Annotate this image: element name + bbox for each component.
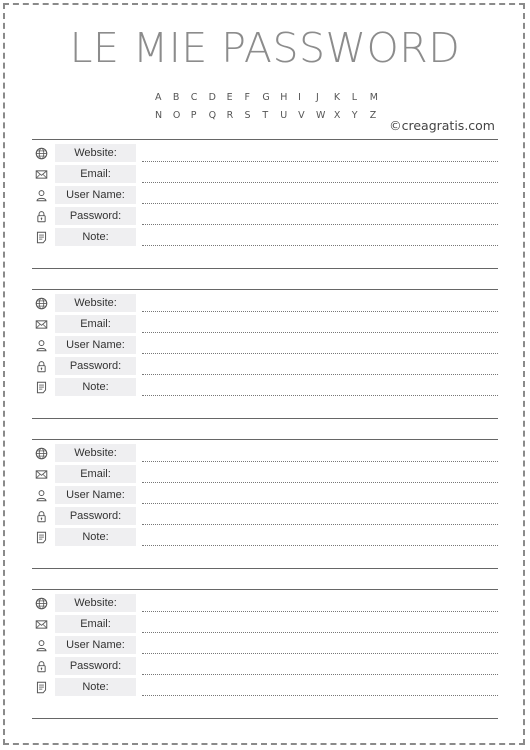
alphabet-letter[interactable]: T	[262, 110, 269, 121]
globe-icon	[34, 596, 49, 611]
field-input-line[interactable]	[142, 461, 498, 462]
field-label: Note:	[55, 678, 136, 696]
alphabet-letter[interactable]: N	[155, 110, 163, 121]
field-input-line[interactable]	[142, 545, 498, 546]
field-label: User Name:	[55, 186, 136, 204]
field-input-line[interactable]	[142, 503, 498, 504]
alphabet-letter[interactable]: L	[351, 92, 358, 103]
field-label: Note:	[55, 528, 136, 546]
alphabet-letter[interactable]: V	[298, 110, 305, 121]
field-input-line[interactable]	[142, 161, 498, 162]
alphabet-letter[interactable]: O	[172, 110, 181, 121]
note-icon	[34, 380, 49, 395]
field-input-line[interactable]	[142, 203, 498, 204]
field-input-line[interactable]	[142, 695, 498, 696]
field-input-line[interactable]	[142, 311, 498, 312]
entry-bottom-rule	[32, 268, 498, 269]
field-input-line[interactable]	[142, 182, 498, 183]
alphabet-letter[interactable]: F	[244, 92, 250, 103]
field-label: User Name:	[55, 636, 136, 654]
field-label: Email:	[55, 315, 136, 333]
field-input-line[interactable]	[142, 482, 498, 483]
field-label: User Name:	[55, 336, 136, 354]
field-input-line[interactable]	[142, 353, 498, 354]
alphabet-letter[interactable]: W	[316, 110, 326, 121]
alphabet-letter[interactable]: Q	[208, 110, 217, 121]
field-input-line[interactable]	[142, 224, 498, 225]
field-input-line[interactable]	[142, 611, 498, 612]
lock-icon	[34, 659, 49, 674]
field-label: User Name:	[55, 486, 136, 504]
entry-top-rule	[32, 139, 498, 140]
user-icon	[34, 338, 49, 353]
field-input-line[interactable]	[142, 395, 498, 396]
user-icon	[34, 488, 49, 503]
user-icon	[34, 188, 49, 203]
alphabet-letter[interactable]: U	[280, 110, 288, 121]
field-input-line[interactable]	[142, 374, 498, 375]
field-label: Website:	[55, 294, 136, 312]
alphabet-letter[interactable]: G	[262, 92, 270, 103]
alphabet-letter[interactable]: D	[208, 92, 216, 103]
field-label: Password:	[55, 507, 136, 525]
alphabet-letter[interactable]: Y	[351, 110, 358, 121]
alphabet-letter[interactable]: A	[155, 92, 162, 103]
globe-icon	[34, 446, 49, 461]
field-label: Note:	[55, 228, 136, 246]
page-title: LE MIE PASSWORD	[69, 24, 461, 72]
field-input-line[interactable]	[142, 524, 498, 525]
field-label: Website:	[55, 144, 136, 162]
alphabet-letter[interactable]: Z	[369, 110, 377, 121]
field-label: Email:	[55, 165, 136, 183]
field-label: Note:	[55, 378, 136, 396]
field-label: Email:	[55, 615, 136, 633]
entry-bottom-rule	[32, 418, 498, 419]
field-input-line[interactable]	[142, 245, 498, 246]
alphabet-letter[interactable]: K	[333, 92, 341, 103]
credit-text: ©creagratis.com	[389, 118, 495, 133]
envelope-icon	[34, 467, 49, 482]
globe-icon	[34, 296, 49, 311]
alphabet-letter[interactable]: H	[280, 92, 288, 103]
lock-icon	[34, 359, 49, 374]
field-input-line[interactable]	[142, 674, 498, 675]
note-icon	[34, 680, 49, 695]
alphabet-letter[interactable]: J	[316, 92, 319, 103]
field-label: Password:	[55, 357, 136, 375]
envelope-icon	[34, 167, 49, 182]
alphabet-row-1	[155, 92, 388, 103]
alphabet-letter[interactable]: S	[244, 110, 251, 121]
entry-top-rule	[32, 439, 498, 440]
alphabet-letter[interactable]: I	[298, 92, 301, 103]
field-label: Password:	[55, 657, 136, 675]
entry-bottom-rule	[32, 718, 498, 719]
entry-top-rule	[32, 289, 498, 290]
user-icon	[34, 638, 49, 653]
entry-top-rule	[32, 589, 498, 590]
note-icon	[34, 530, 49, 545]
globe-icon	[34, 146, 49, 161]
field-input-line[interactable]	[142, 332, 498, 333]
field-input-line[interactable]	[142, 632, 498, 633]
lock-icon	[34, 509, 49, 524]
alphabet-letter[interactable]: X	[333, 110, 341, 121]
alphabet-letter[interactable]: M	[369, 92, 378, 103]
alphabet-letter[interactable]: P	[190, 110, 197, 121]
lock-icon	[34, 209, 49, 224]
envelope-icon	[34, 617, 49, 632]
entry-bottom-rule	[32, 568, 498, 569]
field-label: Password:	[55, 207, 136, 225]
field-input-line[interactable]	[142, 653, 498, 654]
note-icon	[34, 230, 49, 245]
alphabet-letter[interactable]: E	[226, 92, 233, 103]
alphabet-letter[interactable]: C	[190, 92, 198, 103]
field-label: Email:	[55, 465, 136, 483]
alphabet-letter[interactable]: R	[226, 110, 234, 121]
envelope-icon	[34, 317, 49, 332]
field-label: Website:	[55, 594, 136, 612]
alphabet-row-2	[155, 110, 388, 121]
field-label: Website:	[55, 444, 136, 462]
alphabet-letter[interactable]: B	[172, 92, 180, 103]
